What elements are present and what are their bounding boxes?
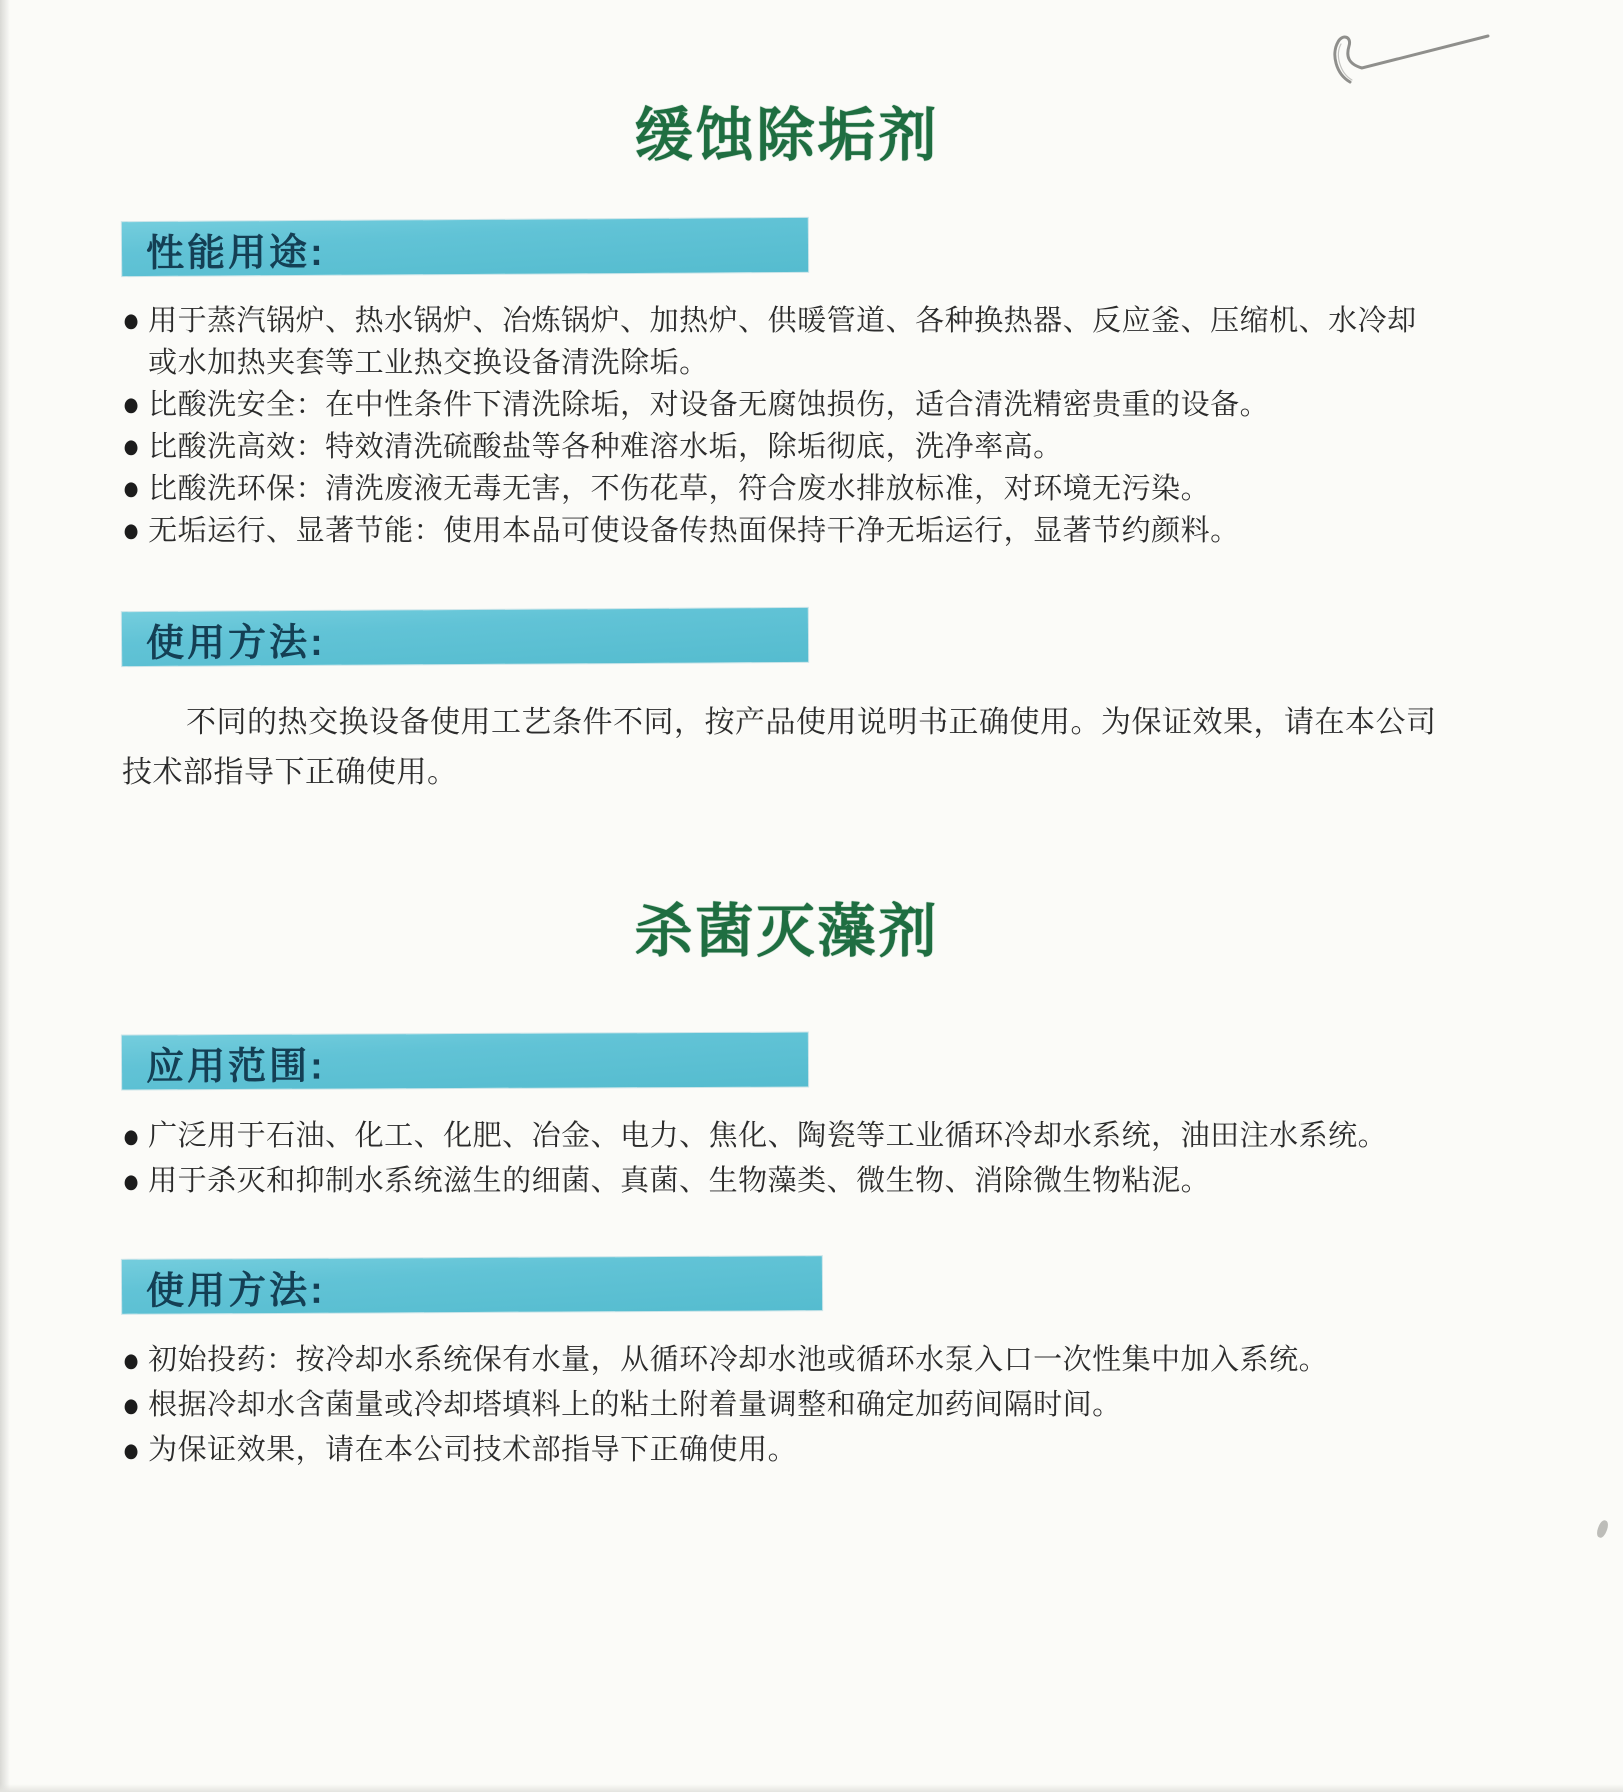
list-item: [122, 384, 1444, 426]
section-header-label: 使用方法:: [145, 1269, 326, 1313]
list-item: [122, 1383, 1444, 1428]
section-header-label: 性能用途:: [145, 231, 326, 275]
performance-bullet-list: [122, 300, 1444, 552]
page-left-edge-shadow: [0, 0, 10, 1792]
list-item: [122, 1114, 1444, 1159]
bullet-text: 比酸洗环保：清洗废液无毒无害，不伤花草，符合废水排放标准，对环境无污染。: [148, 473, 1211, 505]
bullet-icon: ●: [122, 427, 141, 466]
list-item: [122, 300, 1444, 384]
document-content: [122, 0, 1452, 1473]
bullet-icon: ●: [122, 511, 141, 550]
application-bullet-list: [122, 1114, 1444, 1204]
usage-paragraph: 不同的热交换设备使用工艺条件不同，按产品使用说明书正确使用。为保证效果，请在本公司技术部指导下正确使用。: [122, 706, 1437, 789]
list-item: [122, 1338, 1444, 1383]
bullet-icon: ●: [122, 301, 141, 340]
bullet-text: 比酸洗高效：特效清洗硫酸盐等各种难溶水垢，除垢彻底，洗净率高。: [148, 431, 1063, 463]
page-bottom-edge-shadow: [0, 1784, 1623, 1792]
section-header-performance: [122, 218, 808, 276]
bullet-icon: ●: [122, 385, 141, 424]
bullet-icon: ●: [122, 1117, 141, 1156]
usage2-bullet-list: [122, 1338, 1444, 1473]
section-header-usage-2: [122, 1256, 822, 1314]
bullet-icon: ●: [122, 1386, 141, 1425]
list-item: [122, 1159, 1444, 1204]
product2-title: 杀菌灭藻剂: [634, 899, 940, 964]
bullet-text: 广泛用于石油、化工、化肥、冶金、电力、焦化、陶瓷等工业循环冷却水系统，油田注水系统。: [148, 1120, 1388, 1152]
bullet-text: 用于蒸汽锅炉、热水锅炉、冶炼锅炉、加热炉、供暖管道、各种换热器、反应釜、压缩机、水冷却或水加热夹套等工业热交换设备清洗除垢。: [148, 305, 1417, 379]
section-header-application: [122, 1033, 808, 1090]
bullet-icon: ●: [122, 1431, 141, 1470]
section-header-usage-1: [122, 608, 808, 666]
bullet-text: 无垢运行、显著节能：使用本品可使设备传热面保持干净无垢运行，显著节约颜料。: [148, 515, 1240, 547]
bullet-icon: ●: [122, 1341, 141, 1380]
product1-title: 缓蚀除垢剂: [634, 103, 940, 168]
bullet-text: 为保证效果，请在本公司技术部指导下正确使用。: [148, 1434, 798, 1466]
bullet-text: 用于杀灭和抑制水系统滋生的细菌、真菌、生物藻类、微生物、消除微生物粘泥。: [148, 1165, 1211, 1197]
section-header-label: 使用方法:: [145, 621, 326, 665]
list-item: [122, 1428, 1444, 1473]
list-item: [122, 510, 1444, 552]
list-item: [122, 426, 1444, 468]
bullet-text: 比酸洗安全：在中性条件下清洗除垢，对设备无腐蚀损伤，适合清洗精密贵重的设备。: [148, 389, 1270, 421]
bullet-text: 根据冷却水含菌量或冷却塔填料上的粘土附着量调整和确定加药间隔时间。: [148, 1389, 1122, 1421]
list-item: [122, 468, 1444, 510]
bullet-text: 初始投药：按冷却水系统保有水量，从循环冷却水池或循环水泵入口一次性集中加入系统。: [148, 1344, 1329, 1376]
bullet-icon: ●: [122, 469, 141, 508]
section-header-label: 应用范围:: [145, 1045, 326, 1088]
scan-speck-artifact: [1595, 1519, 1610, 1539]
bullet-icon: ●: [122, 1162, 141, 1201]
